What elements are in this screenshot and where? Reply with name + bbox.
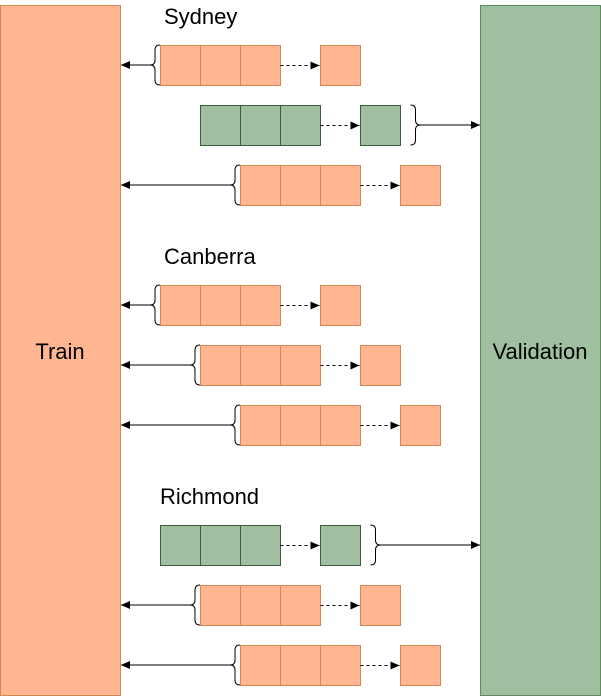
history-cell [241,586,281,626]
history-cell [281,586,321,626]
history-cell [161,286,201,326]
target-cell [401,646,441,686]
history-cell [321,406,361,446]
history-cell [321,646,361,686]
history-cell [201,286,241,326]
history-cell [281,166,321,206]
history-cell [241,646,281,686]
history-cell [321,166,361,206]
target-cell [401,166,441,206]
history-cell [161,526,201,566]
brace [230,405,240,445]
history-cell [201,46,241,86]
group-title-sydney: Sydney [164,4,238,29]
history-cell [241,106,281,146]
history-cell [201,586,241,626]
brace [230,645,240,685]
target-cell [321,526,361,566]
history-cell [201,106,241,146]
history-cell [241,526,281,566]
history-cell [201,346,241,386]
history-cell [241,286,281,326]
sequence-rows [121,45,480,686]
history-cell [241,406,281,446]
history-cell [281,346,321,386]
brace [190,345,200,385]
target-cell [361,106,401,146]
train-label: Train [35,339,85,364]
brace [190,585,200,625]
brace [411,105,421,145]
history-cell [241,166,281,206]
target-cell [321,286,361,326]
target-cell [361,346,401,386]
history-cell [281,106,321,146]
group-title-richmond: Richmond [160,484,260,509]
history-cell [281,646,321,686]
target-cell [361,586,401,626]
history-cell [201,526,241,566]
brace [150,45,160,85]
brace [230,165,240,205]
history-cell [241,46,281,86]
target-cell [321,46,361,86]
history-cell [241,346,281,386]
history-cell [281,406,321,446]
target-cell [401,406,441,446]
brace [371,525,381,565]
history-cell [161,46,201,86]
validation-label: Validation [492,339,588,364]
group-title-canberra: Canberra [164,244,256,269]
brace [150,285,160,325]
